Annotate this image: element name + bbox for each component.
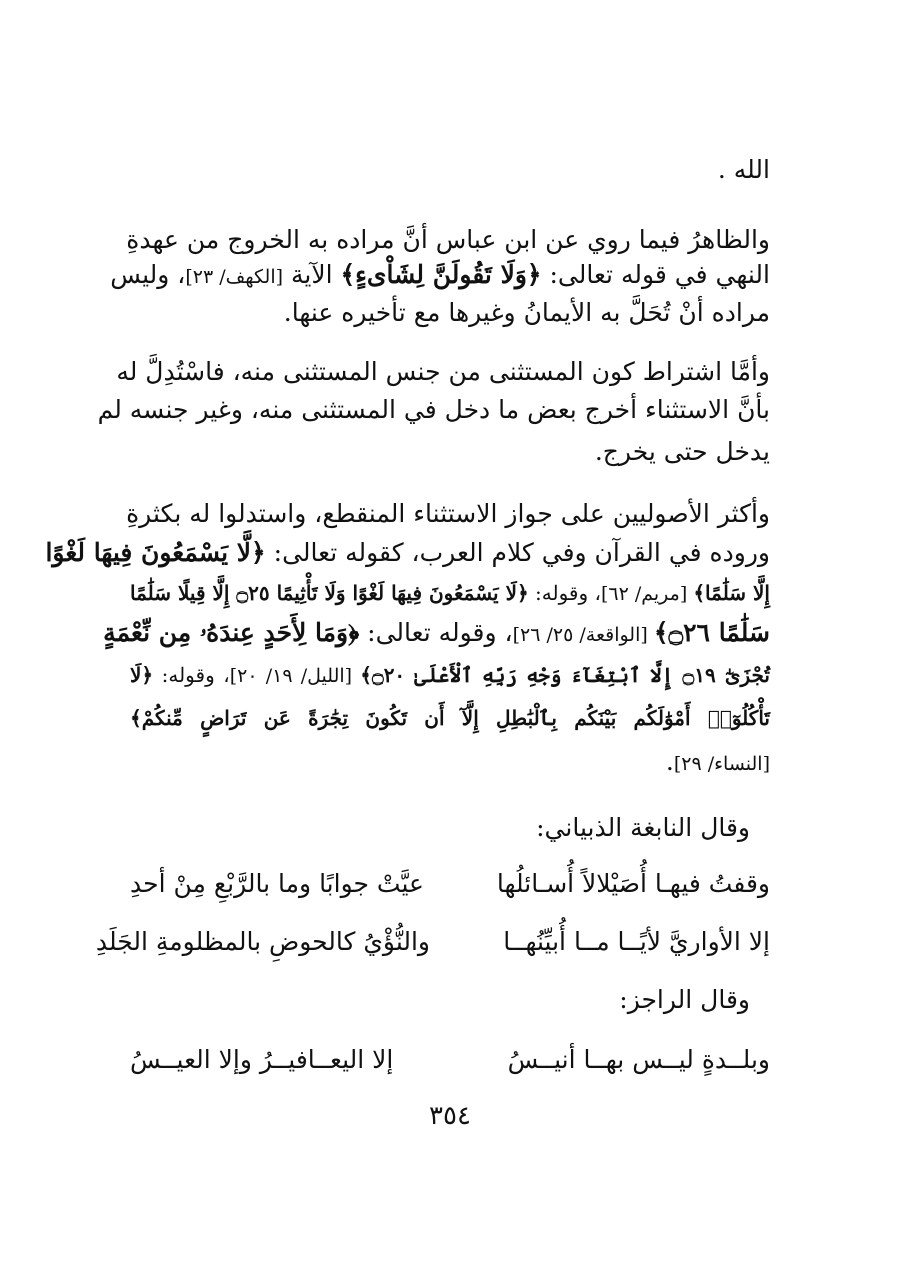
quran-quote: إِلَّا سَلَٰمًا﴾ [693, 581, 770, 605]
text-line [130, 573, 770, 614]
line-text: النهي في قوله تعالى: [541, 260, 770, 289]
line-text: وقال النابغة الذبياني: [536, 813, 750, 842]
line-text: الله . [717, 155, 770, 184]
page-number: ٣٥٤ [429, 1101, 471, 1131]
quran-quote: تُجْزَىٰٓ ۝١٩ إِلَّا ٱبْتِغَآءَ وَجْهِ رَبِّهِ ٱلْأَعْلَىٰ ۝٢٠﴾ [360, 663, 770, 687]
line-text: بأنَّ الاستثناء أخرج بعض ما دخل في المستثنى منه، وغير جنسه لم [97, 395, 770, 424]
line-text: وأكثر الأصوليين على جواز الاستثناء المنقطع، واستدلوا له بكثرةِ [126, 499, 770, 528]
line-text: وقال الراجز: [619, 985, 750, 1014]
line-text: الآية [283, 260, 341, 289]
text-line [103, 613, 770, 655]
text-line [126, 494, 770, 534]
text-line [130, 742, 770, 784]
text-line [130, 150, 770, 190]
quran-quote: تَأْكُلُوٓا۟ أَمْوَٰلَكُم بَيْنَكُم بِٱلْبَٰطِلِ إِلَّآ أَن تَكُونَ تِجَٰرَةً عَن تَرَاضٍ مِّنكُمْ﴾ [130, 706, 770, 730]
text-line [110, 808, 750, 848]
text-line [130, 698, 770, 738]
reference: [الكهف/ ٢٣] [185, 266, 284, 288]
quran-quote: ﴿لَا [130, 663, 154, 687]
text-line [116, 352, 770, 392]
text-line [97, 390, 770, 430]
quran-quote: ﴿وَمَا لِأَحَدٍ عِندَهُۥ مِن نِّعْمَةٍ [103, 618, 360, 647]
line-text: ، وقوله: [153, 663, 230, 687]
line-text: ، وقوله تعالى: [359, 618, 513, 647]
text-line [110, 980, 750, 1020]
text-line [110, 255, 770, 297]
verse-second-hemistich: إلا اليعــافيــرُ وإلا العيــسُ [130, 1045, 394, 1074]
quran-quote: سَلَٰمًا ۝٢٦﴾ [653, 618, 770, 647]
verse-first-hemistich: إلا الأواريَّ لأيًــا مــا أُبيِّنُهــا [503, 927, 770, 956]
reference: [النساء/ ٢٩] [673, 753, 770, 775]
reference: [الواقعة/ ٢٥/ ٢٦] [512, 624, 654, 646]
text-line [130, 432, 770, 472]
quran-quote: ﴿لَا يَسْمَعُونَ فِيهَا لَغْوًا وَلَا تَأْثِيمًا ۝٢٥ إِلَّا قِيلًا سَلَٰمًا [130, 581, 529, 605]
line-text: وروده في القرآن وفي كلام العرب، كقوله تعالى: [265, 538, 770, 567]
line-text: والظاهرُ فيما روي عن ابن عباس أنَّ مراده به الخروج من عهدةِ [126, 225, 770, 254]
verse-second-hemistich: عيَّتْ جوابًا وما بالرَّبْعِ مِنْ أحدِ [130, 869, 424, 898]
quran-quote: ﴿لَّا يَسْمَعُونَ فِيهَا لَغْوًا [45, 538, 266, 567]
text-line [126, 220, 770, 260]
line-text: مراده أنْ تُحَلَّ به الأيمانُ وغيرها مع تأخيره عنها. [283, 298, 770, 327]
text-line [45, 533, 770, 573]
line-text: ، وقوله: [528, 581, 601, 605]
verse-second-hemistich: والنُّؤْيُ كالحوضِ بالمظلومةِ الجَلَدِ [95, 927, 430, 956]
line-text: ، وليس [110, 260, 186, 289]
reference: [مريم/ ٦٢] [600, 583, 694, 605]
verse-first-hemistich: وقفتُ فيهـا أُصَيْلالاً أُسـائلُها [496, 869, 770, 898]
verse-first-hemistich: وبلــدةٍ ليــس بهــا أنيــسُ [507, 1045, 770, 1074]
line-text: وأمَّا اشتراط كون المستثنى من جنس المستثنى منه، فاسْتُدِلَّ له [116, 357, 770, 386]
text-line [130, 293, 770, 333]
text-line [130, 655, 770, 696]
line-text: يدخل حتى يخرج. [594, 437, 770, 466]
quran-quote: ﴿وَلَا تَقُولَنَّ لِشَاْىءٍ﴾ [340, 260, 542, 289]
line-text: . [665, 747, 674, 776]
reference: [الليل/ ١٩/ ٢٠] [229, 665, 361, 687]
